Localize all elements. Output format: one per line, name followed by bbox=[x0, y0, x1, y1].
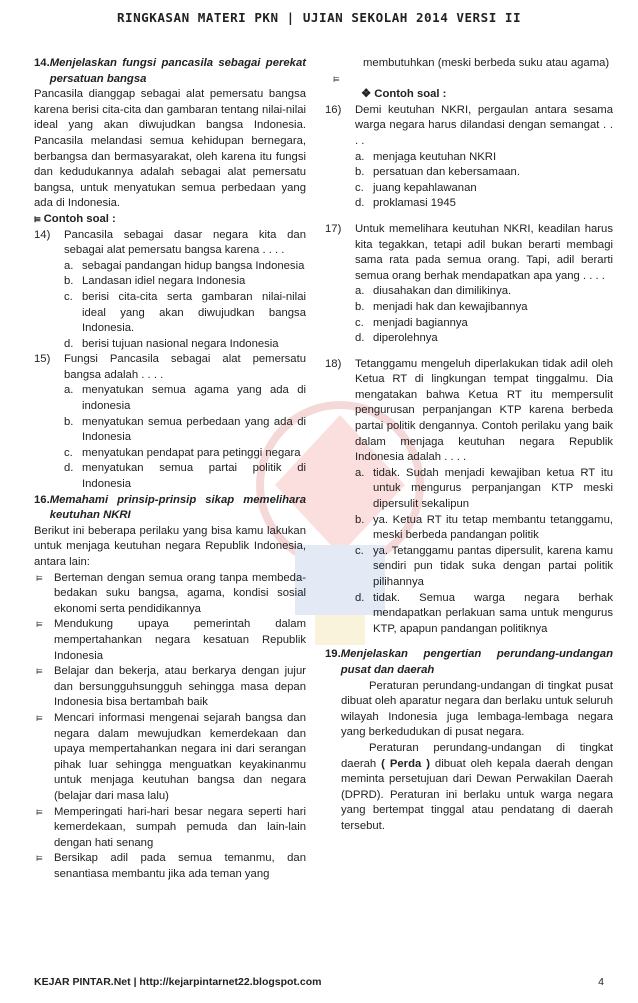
page-header: RINGKASAN MATERI PKN | UJIAN SEKOLAH 2014 VERSI II bbox=[116, 10, 522, 25]
arrow-bullet-icon: ⫢ bbox=[36, 618, 43, 631]
option-text: berisi cita-cita serta gambaran nilai-nilai ideal yang akan diwujudkan bangsa Indonesia. bbox=[82, 290, 306, 335]
answer-option bbox=[355, 196, 613, 212]
option-text: menyatukan semua perbedaan yang ada di Indonesia bbox=[82, 415, 306, 444]
bullet-item bbox=[36, 664, 306, 711]
answer-option bbox=[355, 331, 613, 347]
option-letter: a. bbox=[355, 466, 365, 479]
option-letter: b. bbox=[64, 275, 74, 288]
option-letter: b. bbox=[64, 415, 74, 428]
answer-option bbox=[355, 591, 613, 638]
option-text: ya. Ketua RT itu tetap membantu tetanggamu, meski berbeda pandangan politik bbox=[373, 513, 613, 542]
option-letter: c. bbox=[355, 316, 364, 329]
question-number: 14) bbox=[34, 228, 51, 241]
option-text: menjadi hak dan kewajibannya bbox=[373, 300, 528, 313]
option-letter: d. bbox=[64, 462, 74, 475]
option-letter: c. bbox=[64, 290, 73, 303]
page-footer bbox=[34, 976, 604, 988]
option-text: sebagai pandangan hidup bangsa Indonesia bbox=[82, 259, 305, 272]
answer-option bbox=[64, 259, 306, 275]
option-text: diperolehnya bbox=[373, 332, 438, 345]
page-number: 4 bbox=[598, 976, 604, 988]
arrow-bullet-icon: ⫢ bbox=[36, 852, 43, 865]
answer-option bbox=[355, 466, 613, 513]
option-letter: d. bbox=[355, 197, 365, 210]
right-column bbox=[325, 56, 613, 835]
option-text: proklamasi 1945 bbox=[373, 197, 456, 210]
option-letter: a. bbox=[355, 150, 365, 163]
bullet-text: Mencari informasi mengenai sejarah bangsa dan negara dalam mewujudkan kemerdekaan dan upaya mempertahankan negara ini dari serangan pihak luar sehingga menguatkan keyakinanmu untuk menjaga keutuhan bangsa dan negara (belajar dari masa lalu) bbox=[54, 711, 306, 802]
option-text: menyatukan semua agama yang ada di indonesia bbox=[82, 384, 306, 413]
option-text: menyatukan semua partai politik di Indonesia bbox=[82, 462, 306, 491]
section-19-heading: 19. Menjelaskan pengertian perundang-undangan pusat dan daerah bbox=[325, 648, 613, 676]
question-item bbox=[34, 352, 306, 383]
left-column bbox=[34, 56, 306, 882]
question-item bbox=[34, 228, 306, 259]
bullet-text: Mendukung upaya pemerintah dalam mempertahankan negara kesatuan Republik Indonesia bbox=[54, 618, 306, 662]
question-text: Untuk memelihara keutuhan NKRI, keadilan harus kita tegakkan, tetapi adil bukan berarti membagi sama rata pada semua orang. Tapi, adil berarti semua orang berhak mendapatkan apa yang . . . . bbox=[355, 222, 613, 282]
question-text: Demi keutuhan NKRI, pergaulan antara sesama warga negara harus dilandasi dengan semangat . . . . bbox=[355, 103, 613, 147]
bullet-text: Memperingati hari-hari besar negara seperti hari kemerdekaan, sumpah pemuda dan lain-lain dengan hati senang bbox=[54, 805, 306, 849]
option-text: persatuan dan kebersamaan. bbox=[373, 166, 520, 179]
section-14-heading: 14. Menjelaskan fungsi pancasila sebagai perekat persatuan bangsa bbox=[34, 57, 306, 85]
option-text: menyatukan pendapat para petinggi negara bbox=[82, 446, 301, 459]
option-text: ya. Tetanggamu pantas dipersulit, karena kamu sendiri pun tidak suka dengan partai politik pilihannya bbox=[373, 544, 613, 588]
option-text: diusahakan dan dimilikinya. bbox=[373, 285, 512, 298]
option-letter: b. bbox=[355, 513, 365, 526]
option-letter: d. bbox=[355, 591, 365, 604]
answer-option bbox=[355, 181, 613, 197]
option-letter: b. bbox=[355, 300, 365, 313]
arrow-bullet-icon: ⫢ bbox=[36, 571, 43, 584]
section-16-heading: 16. Memahami prinsip-prinsip sikap memelihara keutuhan NKRI bbox=[34, 493, 306, 522]
answer-option bbox=[64, 446, 306, 462]
option-text: juang kepahlawanan bbox=[373, 181, 477, 194]
answer-option bbox=[64, 274, 306, 290]
section-16-body: Berikut ini beberapa perilaku yang bisa kamu lakukan untuk menjaga keutuhan negara Republik Indonesia, antara lain: bbox=[34, 524, 306, 568]
answer-option bbox=[355, 284, 613, 300]
question-number: 15) bbox=[34, 353, 51, 366]
option-letter: d. bbox=[64, 337, 74, 350]
question-text: Fungsi Pancasila sebagai alat pemersatu bangsa adalah . . . . bbox=[64, 353, 306, 381]
bullet-item bbox=[36, 851, 306, 882]
answer-option bbox=[355, 300, 613, 316]
spacer bbox=[325, 637, 613, 647]
arrow-bullet-icon: ⫢ bbox=[36, 805, 43, 818]
bullet-item bbox=[36, 617, 306, 664]
option-letter: b. bbox=[355, 166, 365, 179]
option-text: menjadi bagiannya bbox=[373, 316, 468, 329]
question-item bbox=[325, 222, 613, 284]
answer-option bbox=[64, 337, 306, 353]
option-letter: a. bbox=[355, 285, 365, 298]
option-text: berisi tujuan nasional negara Indonesia bbox=[82, 337, 279, 350]
spacer bbox=[325, 347, 613, 357]
arrow-bullet-icon: ⫢ bbox=[36, 665, 43, 678]
option-letter: a. bbox=[64, 384, 74, 397]
option-letter: c. bbox=[64, 446, 73, 459]
footer-site: KEJAR PINTAR.Net | http://kejarpintarnet22.blogspot.com bbox=[34, 976, 322, 988]
answer-option bbox=[355, 544, 613, 591]
answer-option bbox=[355, 150, 613, 166]
diamond-bullet-icon: ❖ bbox=[361, 88, 372, 101]
arrow-bullet-icon: ⫢ bbox=[333, 72, 340, 85]
section-14-body: Pancasila dianggap sebagai alat pemersatu bangsa karena berisi cita-cita dan gambaran tentang nilai-nilai ideal yang akan diwujudkan bangsa Indonesia. Pancasila melandasi semua kehidupan bernegara, berbangsa dan bermasyarakat, oleh karena itu fungsi dan kedudukannya adalah sebagai alat pemersatu bangsa, untuk menyatukan semua perbedaan yang ada di Indonesia. bbox=[34, 88, 306, 210]
option-letter: c. bbox=[355, 181, 364, 194]
spacer bbox=[325, 212, 613, 222]
example-label: ❖ Contoh soal : bbox=[361, 88, 447, 101]
option-text: menjaga keutuhan NKRI bbox=[373, 150, 497, 163]
arrow-bullet-icon: ⫢ bbox=[36, 711, 43, 724]
question-item bbox=[325, 357, 613, 466]
option-letter: d. bbox=[355, 332, 365, 345]
section-19-p1: Peraturan perundang-undangan di tingkat pusat dibuat oleh aparatur negara dan berlaku untuk seluruh wilayah Indonesia juga lembaga-lembaga negara yang berkedudukan di pusat negara. bbox=[341, 679, 613, 739]
question-number: 16) bbox=[325, 103, 342, 116]
answer-option bbox=[64, 461, 306, 492]
bullet-item bbox=[36, 711, 306, 805]
bullet-text: Berteman dengan semua orang tanpa membeda-bedakan suku bangsa, agama, kondisi sosial ekonomi serta pendidikannya bbox=[54, 571, 306, 615]
option-text: tidak. Sudah menjadi kewajiban ketua RT itu untuk mengurus perpanjangan KTP meski dipersulit sekalipun bbox=[373, 466, 613, 511]
answer-option bbox=[355, 316, 613, 332]
option-letter: a. bbox=[64, 259, 74, 272]
question-number: 18) bbox=[325, 357, 342, 370]
question-text: Tetanggamu mengeluh diperlakukan tidak adil oleh Ketua RT di lingkungan tempat tinggalmu. Dia mengatakan bahwa Ketua RT itu mempersulit pengurusan perpanjangan KTP karena berbeda partai politik dengannya. Contoh perilaku yang baik dalam menjaga keutuhan negara Republik Indonesia adalah . . . . bbox=[355, 357, 613, 464]
bullet-item bbox=[36, 571, 306, 618]
answer-option bbox=[64, 383, 306, 414]
bullet-item bbox=[36, 805, 306, 852]
answer-option bbox=[355, 513, 613, 544]
answer-option bbox=[64, 290, 306, 337]
question-number: 17) bbox=[325, 222, 342, 235]
question-text: Pancasila sebagai dasar negara kita dan sebagai alat pemersatu bangsa karena . . . . bbox=[64, 228, 306, 257]
bullet-text: Bersikap adil pada semua temanmu, dan senantiasa membantu jika ada teman yang bbox=[54, 852, 306, 880]
question-item bbox=[325, 103, 613, 150]
option-letter: c. bbox=[355, 544, 364, 557]
arrow-bullet-icon: ⫢ bbox=[34, 212, 41, 225]
bullet-text: Belajar dan bekerja, atau berkarya dengan jujur dan bersungguhsungguh sehingga masa depan Indonesia bisa bertambah baik bbox=[54, 665, 306, 709]
continuation-text: membutuhkan (meski berbeda suku atau agama) bbox=[363, 57, 610, 69]
example-label: ⫢ Contoh soal : bbox=[34, 212, 116, 225]
answer-option bbox=[355, 165, 613, 181]
answer-option bbox=[64, 415, 306, 446]
section-19-p2: Peraturan perundang-undangan di tingkat daerah ( Perda ) dibuat oleh kepala daerah dengan meminta persetujuan dari Dewan Perwakilan Daerah (DPRD). Peraturan ini berlaku untuk warga negara yang bertempat tinggal atau pendatang di daerah tersebut. bbox=[341, 741, 614, 832]
option-text: Landasan idiel negara Indonesia bbox=[82, 275, 246, 288]
option-text: tidak. Semua warga negara berhak mendapatkan perlakuan sama untuk mengurus KTP, apapun pandangan politiknya bbox=[373, 591, 613, 635]
